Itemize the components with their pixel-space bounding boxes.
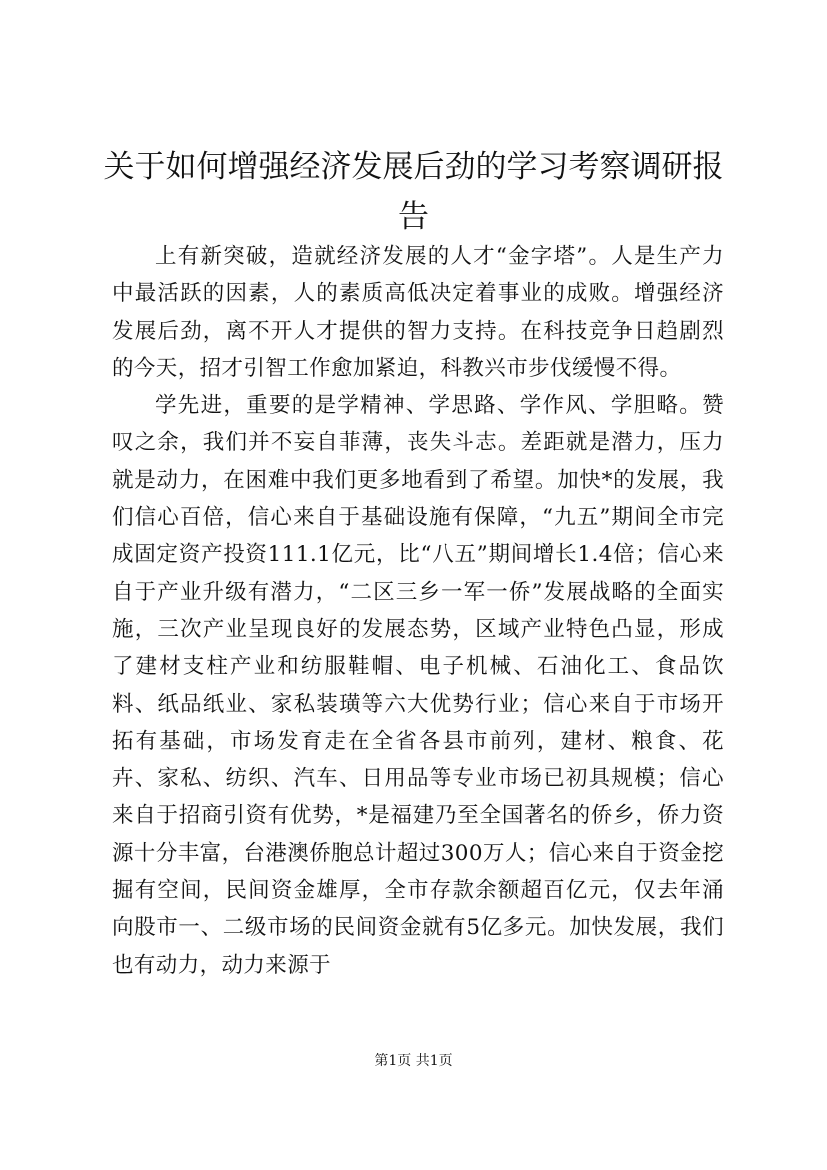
page-footer: 第1页 共1页 <box>374 1053 453 1069</box>
paragraph-1: 上有新突破，造就经济发展的人才“金字塔”。人是生产力中最活跃的因素，人的素质高低决定着事业的成败。增强经济发展后劲，离不开人才提供的智力支持。在科技竞争日趋剧烈的今天，招才引智工作愈加紧迫，科教兴市步伐缓慢不得。 <box>112 244 724 381</box>
document-body <box>112 238 724 984</box>
paragraph-2: 学先进，重要的是学精神、学思路、学作风、学胆略。赞叹之余，我们并不妄自菲薄，丧失斗志。差距就是潜力，压力就是动力，在困难中我们更多地看到了希望。加快*的发展，我们信心百倍，信心来自于基础设施有保障，“九五”期间全市完成固定资产投资111.1亿元，比“八五”期间增长1.4倍；信心来自于产业升级有潜力，“二区三乡一军一侨”发展战略的全面实施，三次产业呈现良好的发展态势，区域产业特色凸显，形成了建材支柱产业和纺服鞋帽、电子机械、石油化工、食品饮料、纸品纸业、家私装璜等六大优势行业；信心来自于市场开拓有基础，市场发育走在全省各县市前列，建材、粮食、花卉、家私、纺织、汽车、日用品等专业市场已初具规模；信心来自于招商引资有优势，*是福建乃至全国著名的侨乡，侨力资源十分丰富，台港澳侨胞总计超过300万人；信心来自于资金挖掘有空间，民间资金雄厚，全市存款余额超百亿元，仅去年涌向股市一、二级市场的民间资金就有5亿多元。加快发展，我们也有动力，动力来源于 <box>112 393 724 978</box>
document-title: 关于如何增强经济发展后劲的学习考察调研报告 <box>103 149 724 235</box>
